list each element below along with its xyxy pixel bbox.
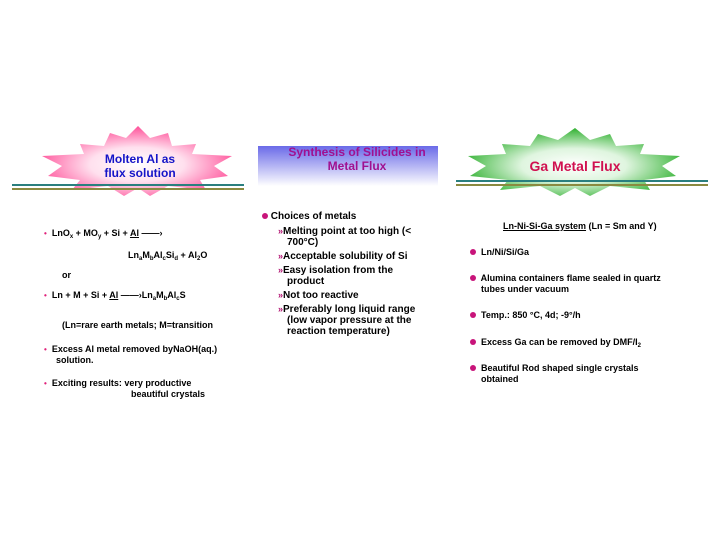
left-title-line-2: flux solution — [104, 166, 176, 180]
center-item-2: »Acceptable solubility of Si — [278, 251, 408, 262]
left-eq1: • $LnO_x + MO_y + Si + Al$ ——› — [44, 228, 163, 240]
right-bullet-1: Ln/Ni/Si/Ga — [470, 247, 710, 258]
bullet-dot — [470, 249, 476, 255]
left-excess: • Excess Al metal removed byNaOH(aq.) solution. — [44, 344, 218, 365]
chevron-icon: » — [278, 304, 284, 314]
right-bullet-5: Beautiful Rod shaped single crystals obtained — [470, 363, 710, 385]
bullet-dot — [262, 213, 268, 219]
header-rule-left-top — [12, 184, 244, 186]
header-rule-left-bottom — [12, 188, 244, 190]
header-rule-right-top — [456, 180, 708, 182]
bullet-dot — [470, 312, 476, 318]
chevron-icon: » — [278, 251, 284, 261]
center-item-5: »Preferably long liquid range (low vapor pressure at the reaction temperature) — [278, 304, 416, 337]
header-rule-right-bottom — [456, 184, 708, 186]
bullet-dot: • — [44, 379, 47, 388]
center-item-1: »Melting point at too high (< 700°C) — [278, 226, 412, 248]
chevron-icon: » — [278, 226, 284, 236]
right-title: Ga Metal Flux — [529, 158, 621, 174]
bullet-dot: • — [44, 229, 47, 238]
bullet-dot: • — [44, 345, 47, 354]
center-title-line-2: Metal Flux — [327, 159, 387, 173]
right-bullet-2: Alumina containers flame sealed in quartz tubes under vacuum — [470, 273, 710, 295]
bullet-dot — [470, 339, 476, 345]
chevron-icon: » — [278, 290, 284, 300]
chevron-icon: » — [278, 265, 284, 275]
bullet-dot: • — [44, 291, 47, 300]
center-item-4: »Not too reactive — [278, 290, 359, 301]
left-or: or — [62, 270, 71, 280]
left-eq2: • Ln + M + Si + Al $——›Ln_aM_bAl_cS$ — [44, 290, 186, 302]
center-list — [278, 226, 458, 337]
center-title — [262, 145, 452, 173]
center-title-line-1: Synthesis of Silicides in — [288, 145, 426, 159]
left-title-line-1: Molten Al as — [104, 152, 176, 166]
left-title — [80, 152, 200, 180]
left-eq1-product: $Ln_aM_bAl_cSi_d + Al_2O$ — [128, 250, 208, 262]
right-bullet-4: Excess Ga can be removed by DMF/$I_2$ — [470, 337, 710, 352]
center-item-3: »Easy isolation from the product — [278, 265, 394, 287]
bullet-dot — [470, 275, 476, 281]
left-note: (Ln=rare earth metals; M=transition — [62, 320, 214, 330]
right-bullet-3: Temp.: 850 °C, 4d; -9°/h — [470, 310, 710, 321]
bullet-dot — [470, 365, 476, 371]
right-system-title: Ln-Ni-Si-Ga system (Ln = Sm and Y) — [503, 221, 657, 231]
left-exciting: • Exciting results: very productive beautiful crystals — [44, 378, 206, 399]
center-heading: Choices of metals — [262, 211, 356, 222]
